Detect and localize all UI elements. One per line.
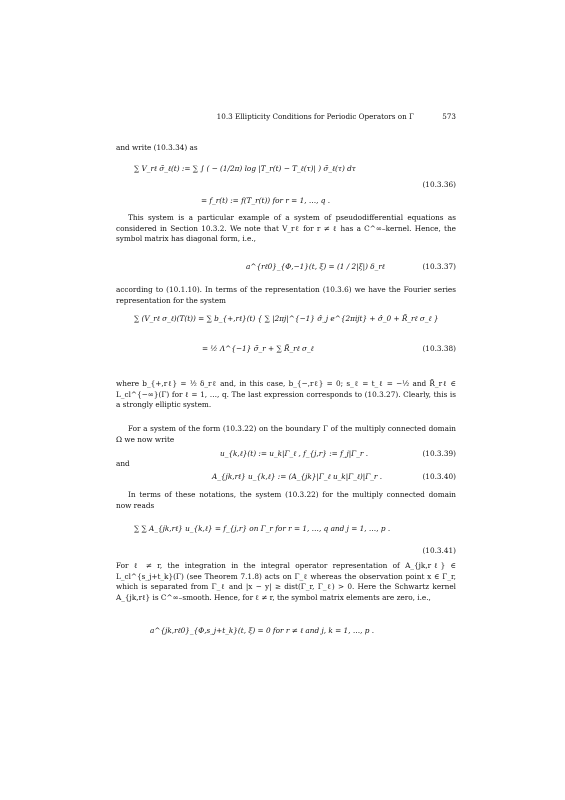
paragraph-fourier: according to (10.1.10). In terms of the representation (10.3.6) we have the Fourier series representation for the system — [116, 285, 456, 305]
page-number: 573 — [442, 112, 456, 121]
paragraph-system-reads: In terms of these notations, the system (10.3.22) for the multiply connected domain now reads — [116, 490, 456, 510]
eq6-body: ∑ ∑ A_{jk,rℓ} u_{k,ℓ} = f_{j,r} on Γ_r for r = 1, …, q and j = 1, …, p . — [134, 524, 391, 533]
eq1-number: (10.3.36) — [422, 180, 456, 189]
equation-10-3-37 — [116, 262, 456, 282]
eq1-line1: ∑ V_rℓ σ̃_ℓ(t) := ∑ ∫ ( − (1/2π) log |T_r(t) − T_ℓ(τ)| ) σ̃_ℓ(τ) dτ — [134, 164, 356, 173]
equation-10-3-36 — [116, 164, 456, 212]
paragraph-strongly-elliptic: where b_{+,rℓ} = ½ δ_rℓ and, in this case, b_{−,rℓ} = 0; s_ℓ = t_ℓ = −½ and R̃_rℓ ∈ L_cl^{−∞}(Γ) for ℓ = 1, …, q. The last expression corresponds to (10.3.27). Clearly, this is a strongly elliptic system. — [116, 379, 456, 410]
equation-10-3-40 — [116, 472, 456, 484]
equation-symbol-zero — [116, 626, 456, 640]
eq2-number: (10.3.37) — [422, 262, 456, 271]
paragraph-and: and — [116, 459, 130, 468]
eq2-body: a^{rℓ0}_{Φ,−1}(t, ξ) = (1 / 2|ξ|) δ_rℓ — [246, 262, 385, 271]
eq3-line1: ∑ (V_rℓ σ_ℓ)(T(t)) = ∑ b_{+,rℓ}(t) { ∑ |2πj|^{−1} σ̂_j e^{2πijt} + σ̂_0 + R̃_rℓ σ_ℓ } — [134, 314, 439, 323]
paragraph-intro: and write (10.3.34) as — [116, 143, 198, 152]
eq3-number: (10.3.38) — [422, 344, 456, 353]
eq7-body: a^{jk,rℓ0}_{Φ,s_j+t_k}(t, ξ) = 0 for r ≠ ℓ and j, k = 1, …, p . — [150, 626, 375, 635]
running-title: 10.3 Ellipticity Conditions for Periodic Operators on Γ — [216, 112, 414, 121]
eq1-line2: = f_r(t) := f(T_r(t)) for r = 1, …, q . — [201, 196, 331, 205]
eq5-body: A_{jk,rℓ} u_{k,ℓ} := (A_{jk}|Γ_ℓ u_k|Γ_ℓ)|Γ_r . — [212, 472, 383, 481]
eq4-number: (10.3.39) — [422, 449, 456, 458]
paragraph-multiply-connected: For a system of the form (10.3.22) on the boundary Γ of the multiply connected domain Ω we now write — [116, 424, 456, 444]
equation-10-3-38 — [116, 314, 456, 374]
paragraph-symbol-matrix: This system is a particular example of a system of pseudodifferential equations as considered in Section 10.3.2. We note that V_rℓ for r ≠ ℓ has a C^∞–kernel. Hence, the symbol matrix has diagonal form, i.e., — [116, 213, 456, 244]
eq4-body: u_{k,ℓ}(t) := u_k|Γ_ℓ , f_{j,r} := f_j|Γ_r . — [220, 449, 369, 458]
eq5-number: (10.3.40) — [422, 472, 456, 481]
eq6-number: (10.3.41) — [422, 546, 456, 555]
paragraph-schwartz-kernel: For ℓ ≠ r, the integration in the integral operator representation of A_{jk,rℓ} ∈ L_cl^{s_j+t_k}(Γ) (see Theorem 7.1.8) acts on Γ_ℓ whereas the observation point x ∈ Γ_r, which is separated from Γ_ℓ and |x − y| ≥ dist(Γ_r, Γ_ℓ) > 0. Here the Schwartz kernel A_{jk,rℓ} is C^∞–smooth. Hence, for ℓ ≠ r, the symbol matrix elements are zero, i.e., — [116, 561, 456, 602]
eq3-line2: = ½ Λ^{−1} σ̃_r + ∑ R̃_rℓ σ_ℓ — [202, 344, 314, 353]
equation-10-3-41 — [116, 520, 456, 560]
